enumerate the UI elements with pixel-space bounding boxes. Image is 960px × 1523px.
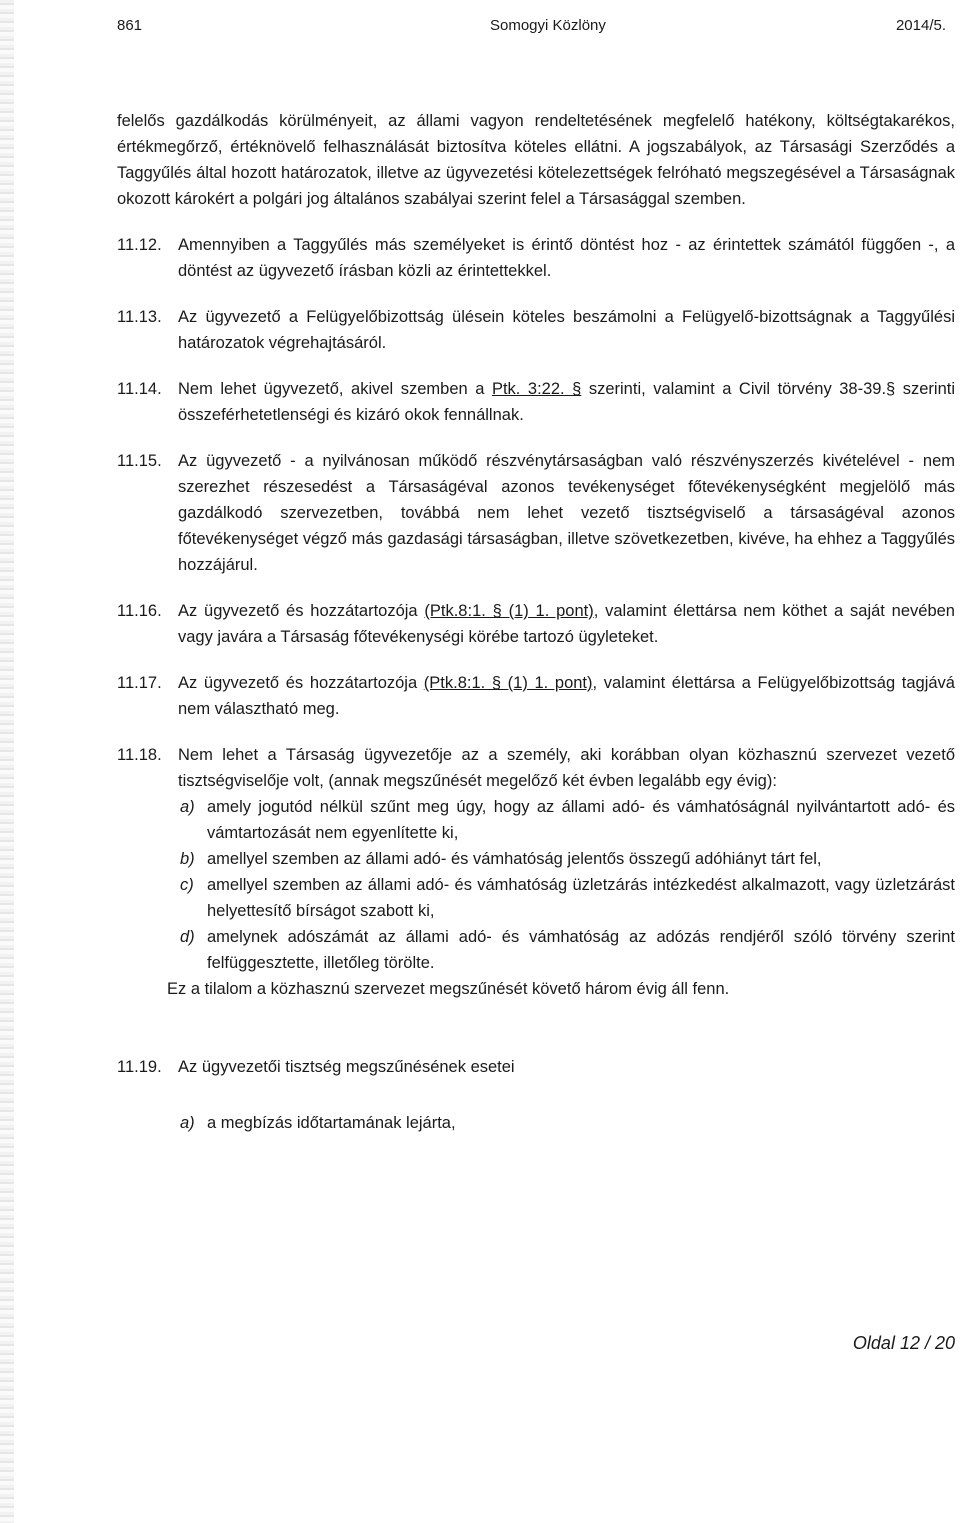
sub-item-d <box>117 924 955 976</box>
section-text: Az ügyvezető a Felügyelőbizottság ülésein köteles beszámolni a Felügyelő-bizottságnak a Taggyűlési határozatok végrehajtásáról. <box>178 308 955 352</box>
sub-text: amellyel szemben az állami adó- és vámhatóság üzletzárás intézkedést alkalmazott, vagy üzletzárást helyettesítő bírságot szabott ki, <box>207 876 955 920</box>
sub-item-a <box>117 1110 955 1136</box>
legal-reference: (Ptk.8:1. § (1) 1. pont) <box>424 602 594 620</box>
sub-letter: c) <box>180 876 194 894</box>
section-text: Az ügyvezetői tisztség megszűnésének esetei <box>178 1058 515 1076</box>
page-number: 861 <box>117 17 143 34</box>
section-text: Amennyiben a Taggyűlés más személyeket is érintő döntést hoz - az érintettek számától függően -, a döntést az ügyvezető írásban közli az érintettekkel. <box>178 236 955 280</box>
section-11-18 <box>117 742 955 794</box>
sub-text: amely jogutód nélkül szűnt meg úgy, hogy az állami adó- és vámhatóságnál nyilvántartott adó- és vámtartozását nem egyenlítette ki, <box>207 798 955 842</box>
intro-paragraph: felelős gazdálkodás körülményeit, az állami vagyon rendeltetésének megfelelő hatékony, költségtakarékos, értékmegőrző, értéknövelő felhasználását biztosítva köteles ellátni. A jogszabályok, az Társasági Szerződés a Taggyűlés által hozott határozatok, illetve az ügyvezetési kötelezettségek felróható megszegésével a Társaságnak okozott károkért a polgári jog általános szabályai szerint felel a Társasággal szemben. <box>117 112 955 208</box>
section-text <box>178 674 955 718</box>
page-footer: Oldal 12 / 20 <box>852 1333 955 1353</box>
section-11-17 <box>117 670 955 722</box>
sub-letter: b) <box>180 850 195 868</box>
closing-sentence: Ez a tilalom a közhasznú szervezet megszűnését követő három évig áll fenn. <box>167 980 730 998</box>
sub-text: a megbízás időtartamának lejárta, <box>207 1114 456 1132</box>
section-text <box>178 380 955 424</box>
section-text: Nem lehet a Társaság ügyvezetője az a személy, aki korábban olyan közhasznú szervezet vezető tisztségviselője volt, (annak megszűnését megelőző két évben legalább egy évig): <box>178 746 955 790</box>
text-part: , valamint élettársa a Felügyelőbizottság tagjává nem választható meg. <box>178 674 955 718</box>
section-text: Az ügyvezető - a nyilvánosan működő részvénytársaságban való részvényszerzés kivételével - nem szerezhet részesedést a Társaságéval azonos tevékenységet főtevékenységként megjelölő más gazdálkodó szervezetben, továbbá nem lehet vezető tisztségviselő a társaságéval azonos főtevékenységet végző más gazdasági társaságban, illetve szövetkezetben, kivéve, ha ehhez a Taggyűlés hozzájárul. <box>178 452 955 574</box>
section-number: 11.16. <box>117 602 162 620</box>
document-body <box>117 108 955 1136</box>
page-header <box>117 14 960 38</box>
section-11-14 <box>117 376 955 428</box>
legal-reference: (Ptk.8:1. § (1) 1. pont) <box>423 674 593 692</box>
text-part: Az ügyvezető és hozzátartozója <box>178 674 424 692</box>
sub-letter: d) <box>180 928 195 946</box>
sub-text: amellyel szemben az állami adó- és vámhatóság jelentős összegű adóhiányt tárt fel, <box>207 850 822 868</box>
section-text <box>178 602 955 646</box>
section-number: 11.17. <box>117 674 162 692</box>
text-part: , valamint élettársa nem köthet a saját nevében vagy javára a Társaság főtevékenységi körébe tartozó ügyleteket. <box>178 602 955 646</box>
sub-letter: a) <box>180 798 195 816</box>
sub-item-b <box>117 846 955 872</box>
section-11-12 <box>117 232 955 284</box>
issue-number: 2014/5. <box>895 17 946 34</box>
section-11-15 <box>117 448 955 578</box>
sub-letter: a) <box>180 1114 195 1132</box>
text-part: szerinti, valamint a Civil törvény 38-39.§ szerinti összeférhetetlenségi és kizáró okok fennállnak. <box>178 380 955 424</box>
section-number: 11.19. <box>117 1058 162 1076</box>
section-11-16 <box>117 598 955 650</box>
text-part: Az ügyvezető és hozzátartozója <box>178 602 425 620</box>
section-number: 11.12. <box>117 236 162 254</box>
legal-reference: Ptk. 3:22. § <box>491 380 582 398</box>
section-number: 11.18. <box>117 746 162 764</box>
section-11-13 <box>117 304 955 356</box>
sub-text: amelynek adószámát az állami adó- és vámhatóság az adózás rendjéről szóló törvény szerint felfüggesztette, illetőleg törölte. <box>207 928 955 972</box>
publication-title: Somogyi Közlöny <box>490 17 606 34</box>
scan-edge <box>0 0 14 1523</box>
section-number: 11.13. <box>117 308 162 326</box>
sub-item-c <box>117 872 955 924</box>
section-11-19 <box>117 1054 955 1080</box>
sub-item-a <box>117 794 955 846</box>
section-number: 11.15. <box>117 452 162 470</box>
text-part: Nem lehet ügyvezető, akivel szemben a <box>178 380 492 398</box>
section-number: 11.14. <box>117 380 162 398</box>
